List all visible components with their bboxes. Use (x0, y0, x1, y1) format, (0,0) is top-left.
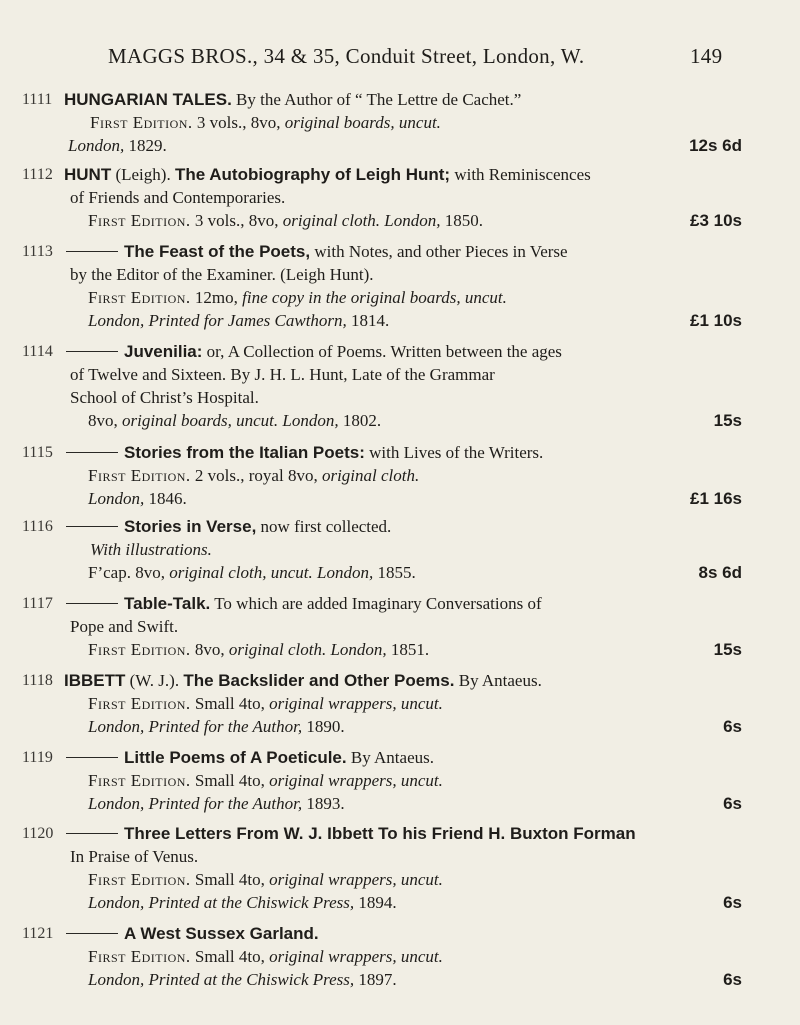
entry-subtitle: of Friends and Contemporaries. (70, 188, 286, 207)
edition-label: First Edition. (88, 640, 191, 659)
edition-label: First Edition. (88, 288, 191, 307)
entry-price: 8s 6d (698, 563, 742, 582)
entry-title: Table-Talk. (124, 594, 211, 613)
entry-subtitle: by the Editor of the Examiner. (Leigh Hunt). (70, 265, 374, 284)
format-text: Small 4to, (190, 870, 270, 889)
entry-subtitle: of Twelve and Sixteen. By J. H. L. Hunt, Late of the Grammar (70, 365, 495, 384)
edition-label: First Edition. (88, 947, 191, 966)
entry-subtitle: In Praise of Venus. (70, 847, 199, 866)
entry-number: 1120 (22, 825, 54, 842)
entry-subtitle: With illustrations. (90, 540, 212, 559)
catalogue-entry (0, 340, 800, 432)
imprint-year: 1802. (338, 411, 382, 430)
page-number: 149 (690, 44, 723, 68)
format-text: 8vo, (88, 411, 122, 430)
format-text: Small 4to, (190, 694, 270, 713)
entry-number: 1113 (22, 243, 53, 260)
edition-label: First Edition. (88, 694, 191, 713)
imprint-year: 1893. (302, 794, 345, 813)
entry-number: 1117 (22, 595, 53, 612)
catalogue-entry (0, 240, 800, 332)
format-text: 8vo, (190, 640, 229, 659)
entry-subtitle: Pope and Swift. (70, 617, 179, 636)
entry-title: The Autobiography of Leigh Hunt; (174, 165, 451, 184)
entry-title-text: or, A Collection of Poems. Written between the ages (202, 342, 562, 361)
entry-title: Stories from the Italian Poets: (124, 443, 365, 462)
entry-title-text: now first collected. (256, 517, 392, 536)
binding-text: original wrappers, uncut. (269, 947, 443, 966)
imprint-text: London, Printed at the Chiswick Press, (88, 970, 355, 989)
entry-title-text: To which are added Imaginary Conversations of (210, 594, 542, 613)
imprint-text: London, Printed at the Chiswick Press, (88, 893, 355, 912)
catalogue-entry (0, 515, 800, 584)
entry-author-detail: (W. J.). (125, 671, 184, 690)
entry-price: 6s (723, 970, 742, 989)
entry-number: 1114 (22, 343, 53, 360)
format-text: F’cap. 8vo, (88, 563, 170, 582)
entry-title: The Backslider and Other Poems. (183, 671, 455, 690)
entry-subtitle: School of Christ’s Hospital. (70, 388, 259, 407)
edition-label: First Edition. (88, 466, 191, 485)
format-text: Small 4to, (190, 771, 270, 790)
entry-price: £3 10s (690, 211, 742, 230)
catalogue-entry (0, 669, 800, 738)
entry-author: IBBETT (64, 671, 126, 690)
entry-title: Stories in Verse, (124, 517, 257, 536)
binding-text: original cloth, uncut. London, (169, 563, 374, 582)
header-text: MAGGS BROS., 34 & 35, Conduit Street, London, W. (108, 44, 585, 68)
catalogue-entry (0, 592, 800, 661)
entry-number: 1111 (22, 91, 53, 108)
entry-author-detail: (Leigh). (111, 165, 175, 184)
imprint-text: London, (88, 489, 145, 508)
binding-text: original wrappers, uncut. (269, 870, 443, 889)
edition-label: First Edition. (88, 771, 191, 790)
ditto-dash (66, 452, 118, 453)
entry-price: 6s (723, 717, 742, 736)
entry-number: 1118 (22, 672, 53, 689)
imprint-year: 1855. (373, 563, 416, 582)
entry-title-text: with Lives of the Writers. (364, 443, 544, 462)
edition-label: First Edition. (90, 113, 193, 132)
catalogue-entry (0, 822, 800, 914)
entry-title-text: By Antaeus. (346, 748, 434, 767)
ditto-dash (66, 351, 118, 352)
binding-text: fine copy in the original boards, uncut. (242, 288, 507, 307)
binding-text: original boards, uncut. (284, 113, 441, 132)
entry-number: 1115 (22, 444, 53, 461)
catalogue-entry (0, 163, 800, 232)
ditto-dash (66, 251, 118, 252)
edition-label: First Edition. (88, 870, 191, 889)
entry-number: 1112 (22, 166, 53, 183)
imprint-year: 1814. (346, 311, 390, 330)
imprint-year: 1829. (124, 136, 167, 155)
catalogue-entry (0, 746, 800, 815)
entry-title: The Feast of the Poets, (124, 242, 311, 261)
imprint-text: London, Printed for the Author, (88, 794, 303, 813)
binding-text: original cloth. (321, 466, 420, 485)
catalogue-entry (0, 922, 800, 991)
entry-price: 15s (713, 411, 742, 430)
binding-text: original cloth. London, (282, 211, 441, 230)
catalogue-entry (0, 88, 800, 157)
ditto-dash (66, 526, 118, 527)
format-text: 3 vols., 8vo, (190, 211, 283, 230)
entry-price: 12s 6d (689, 136, 742, 155)
entry-title: Little Poems of A Poeticule. (124, 748, 347, 767)
binding-text: original cloth. London, (228, 640, 387, 659)
entry-title-text: with Reminiscences (450, 165, 591, 184)
entry-title: Three Letters From W. J. Ibbett To his Friend H. Buxton Forman (124, 824, 636, 843)
format-text: 3 vols., 8vo, (192, 113, 285, 132)
imprint-text: London, Printed for the Author, (88, 717, 303, 736)
entry-title-text: with Notes, and other Pieces in Verse (310, 242, 568, 261)
imprint-year: 1851. (386, 640, 430, 659)
entry-price: 6s (723, 893, 742, 912)
entry-title-text: By Antaeus. (454, 671, 542, 690)
imprint-year: 1850. (440, 211, 483, 230)
imprint-text: London, Printed for James Cawthorn, (88, 311, 347, 330)
binding-text: original wrappers, uncut. (269, 694, 443, 713)
catalogue-entry (0, 441, 800, 510)
entry-price: 6s (723, 794, 742, 813)
entry-price: £1 16s (690, 489, 742, 508)
entry-author: HUNGARIAN TALES. (64, 90, 232, 109)
ditto-dash (66, 603, 118, 604)
entry-number: 1116 (22, 518, 53, 535)
entry-author: HUNT (64, 165, 112, 184)
entry-title: Juvenilia: (124, 342, 203, 361)
edition-label: First Edition. (88, 211, 191, 230)
entry-price: £1 10s (690, 311, 742, 330)
entry-title: A West Sussex Garland. (124, 924, 319, 943)
binding-text: original boards, uncut. London, (122, 411, 339, 430)
entry-title-text: By the Author of “ The Lettre de Cachet.” (231, 90, 522, 109)
binding-text: original wrappers, uncut. (269, 771, 443, 790)
imprint-year: 1890. (302, 717, 345, 736)
ditto-dash (66, 933, 118, 934)
imprint-year: 1846. (144, 489, 187, 508)
entry-price: 15s (713, 640, 742, 659)
imprint-text: London, (68, 136, 125, 155)
entry-number: 1119 (22, 749, 53, 766)
imprint-year: 1897. (354, 970, 397, 989)
ditto-dash (66, 833, 118, 834)
format-text: 12mo, (190, 288, 243, 307)
ditto-dash (66, 757, 118, 758)
imprint-year: 1894. (354, 893, 397, 912)
entry-number: 1121 (22, 925, 54, 942)
format-text: 2 vols., royal 8vo, (190, 466, 322, 485)
format-text: Small 4to, (190, 947, 270, 966)
